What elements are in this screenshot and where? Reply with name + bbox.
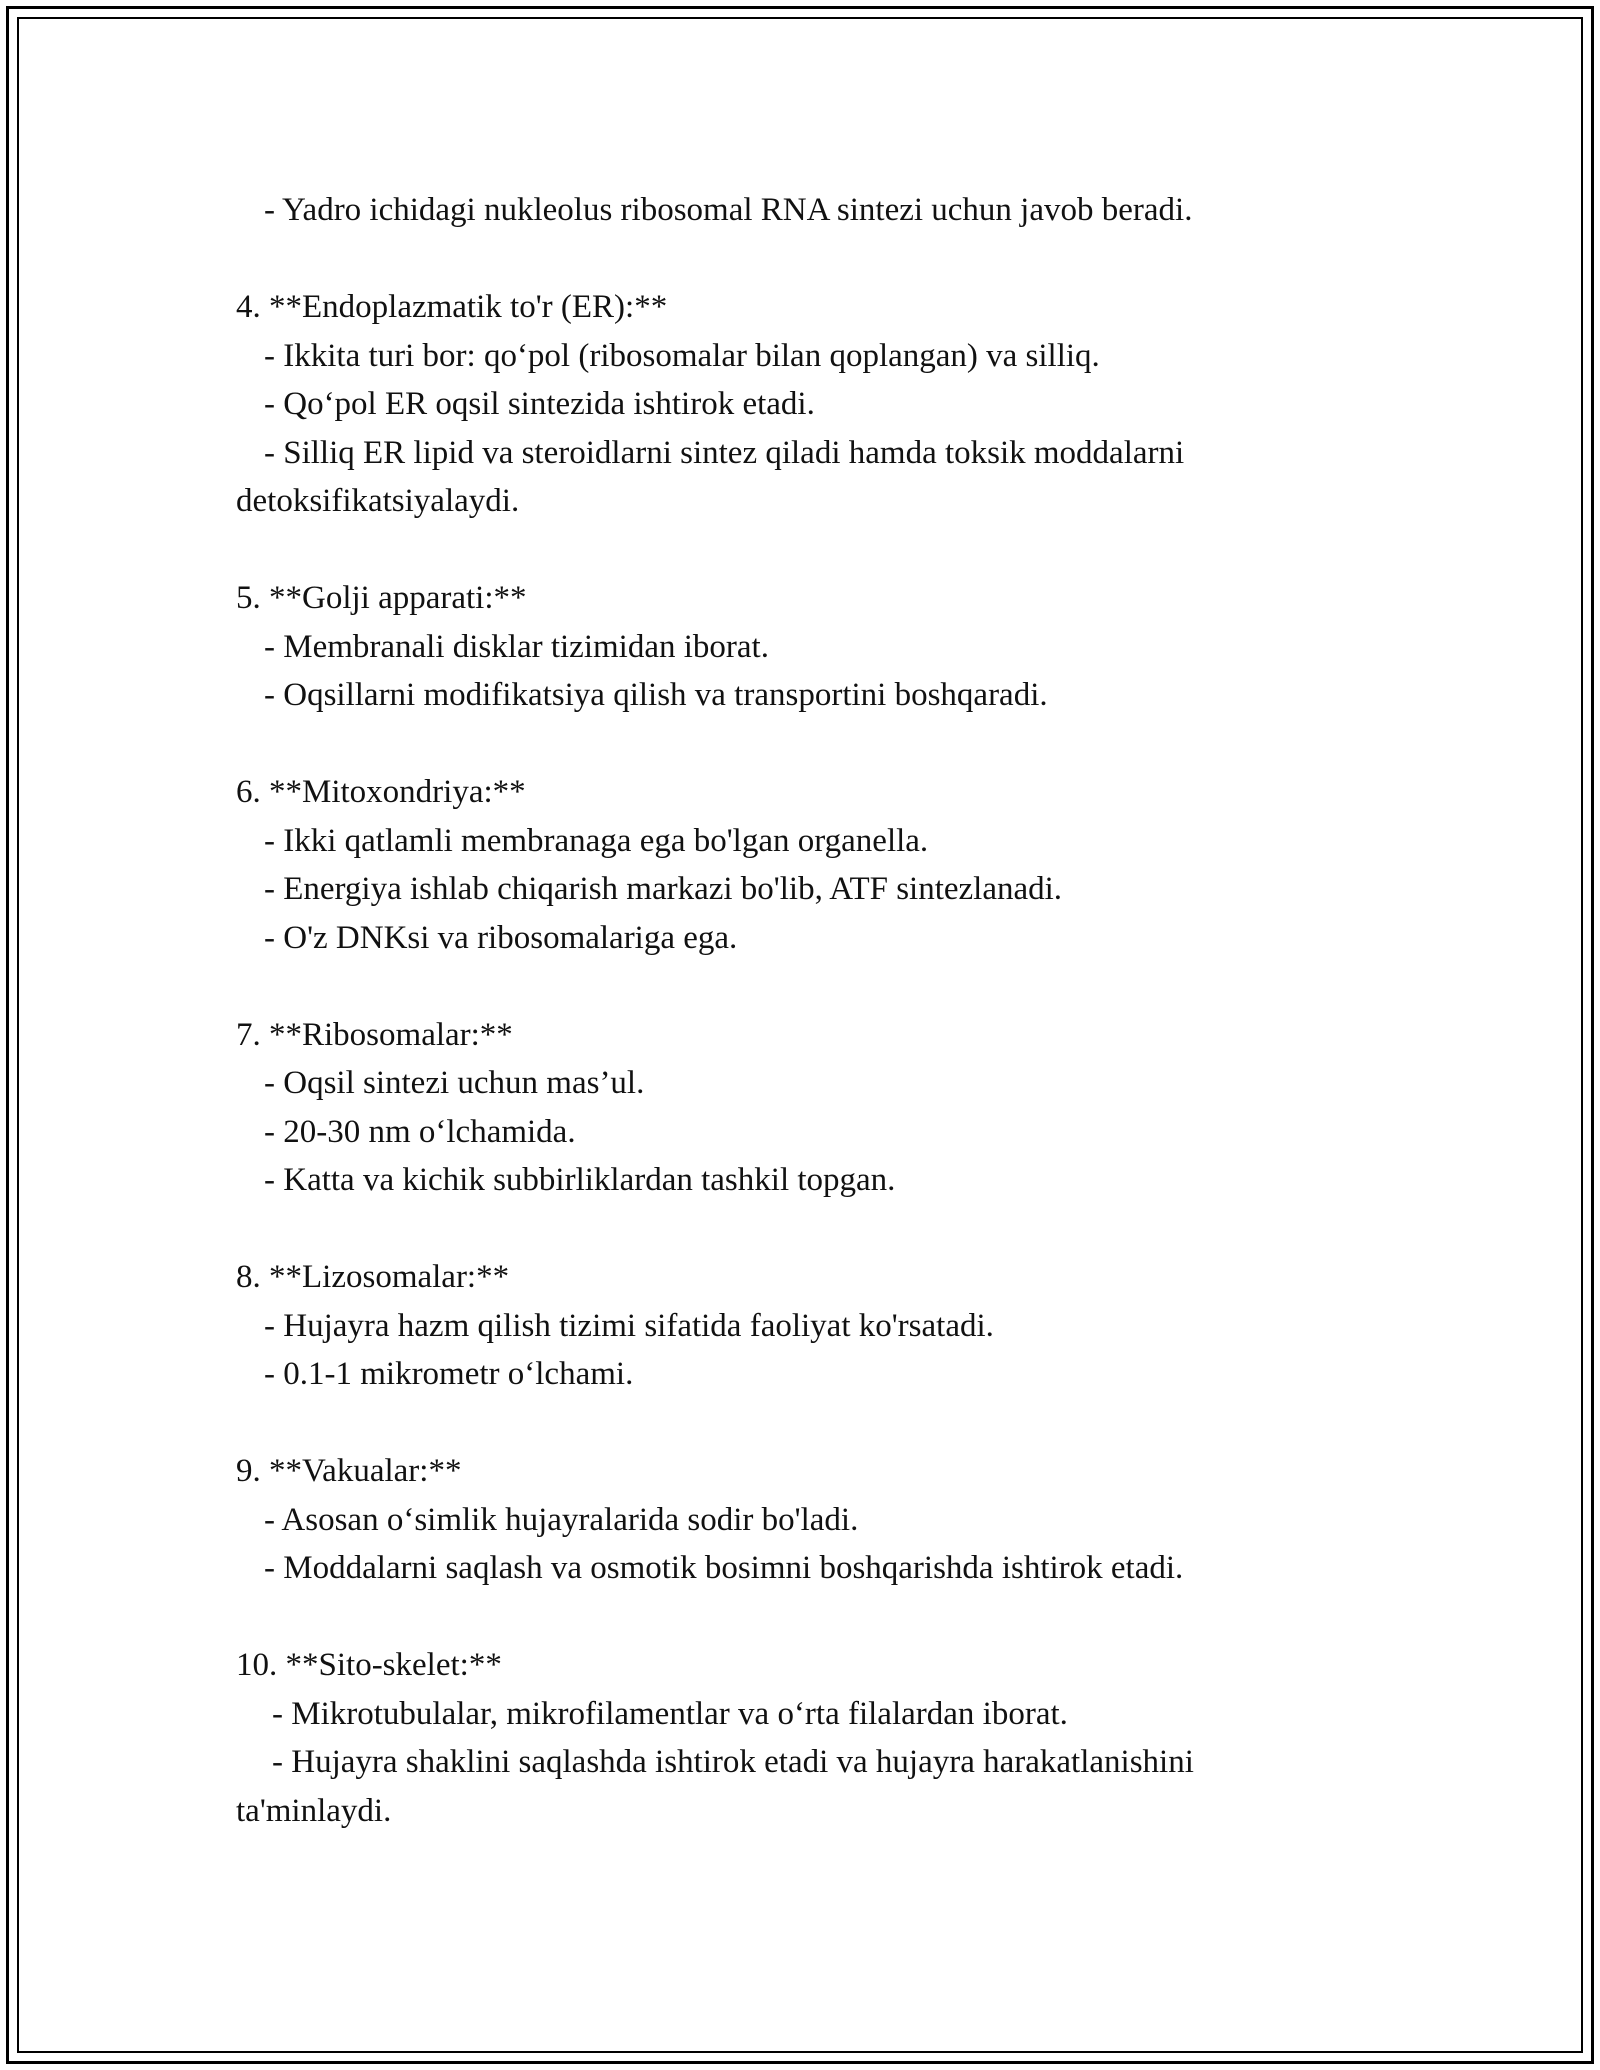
bullet-line: - 20-30 nm o‘lchamida. — [264, 1113, 576, 1150]
section-lysosomes — [236, 1253, 1356, 1399]
bullet-line: - Oqsillarni modifikatsiya qilish va transportini boshqaradi. — [264, 677, 1048, 713]
bullet-line: - Ikki qatlamli membranaga ega bo'lgan organella. — [264, 822, 929, 859]
bullet-line: - Qo‘pol ER oqsil sintezida ishtirok etadi. — [264, 386, 815, 422]
bullet-line: - Moddalarni saqlash va osmotik bosimni boshqarishda ishtirok etadi. — [264, 1550, 1184, 1586]
section-golgi — [236, 574, 1356, 720]
bullet-line: - O'z DNKsi va ribosomalariga ega. — [264, 919, 738, 956]
section-heading: 7. **Ribosomalar:** — [236, 1016, 513, 1053]
bullet-continuation: detoksifikatsiyalaydi. — [236, 483, 520, 519]
section-heading: 8. **Lizosomalar:** — [236, 1259, 510, 1295]
bullet-line: - Membranali disklar tizimidan iborat. — [264, 628, 769, 665]
section-heading: 4. **Endoplazmatik to'r (ER):** — [236, 289, 668, 325]
bullet-line: - Hujayra shaklini saqlashda ishtirok etadi va hujayra harakatlanishini — [272, 1744, 1194, 1780]
section-heading: 10. **Sito-skelet:** — [236, 1647, 502, 1683]
section-ribosomes — [236, 1011, 1356, 1205]
bullet-line: - Oqsil sintezi uchun mas’ul. — [264, 1065, 645, 1101]
section-heading: 5. **Golji apparati:** — [236, 580, 527, 616]
bullet-line: - Mikrotubulalar, mikrofilamentlar va o‘rta filalardan iborat. — [272, 1695, 1068, 1732]
bullet-line: - Silliq ER lipid va steroidlarni sintez qiladi hamda toksik moddalarni — [264, 434, 1185, 471]
section-mitochondria — [236, 768, 1356, 962]
document-body — [236, 186, 1356, 1884]
section-cytoskeleton — [236, 1641, 1356, 1835]
bullet-line: - Hujayra hazm qilish tizimi sifatida faoliyat ko'rsatadi. — [264, 1307, 994, 1344]
section-er — [236, 283, 1356, 526]
bullet-line: - Energiya ishlab chiqarish markazi bo'lib, ATF sintezlanadi. — [264, 871, 1063, 907]
section-vacuoles — [236, 1447, 1356, 1593]
section-heading: 6. **Mitoxondriya:** — [236, 774, 526, 810]
bullet-line: - Ikkita turi bor: qo‘pol (ribosomalar bilan qoplangan) va silliq. — [264, 337, 1100, 374]
bullet-line: - Katta va kichik subbirliklardan tashkil topgan. — [264, 1162, 896, 1198]
bullet-continuation: ta'minlaydi. — [236, 1792, 392, 1829]
section-heading: 9. **Vakualar:** — [236, 1453, 462, 1489]
bullet-line: - 0.1-1 mikrometr o‘lchami. — [264, 1356, 634, 1392]
bullet-line: - Yadro ichidagi nukleolus ribosomal RNA sintezi uchun javob beradi. — [264, 192, 1193, 228]
bullet-line: - Asosan o‘simlik hujayralarida sodir bo'ladi. — [264, 1501, 859, 1538]
intro-section — [236, 186, 1356, 235]
